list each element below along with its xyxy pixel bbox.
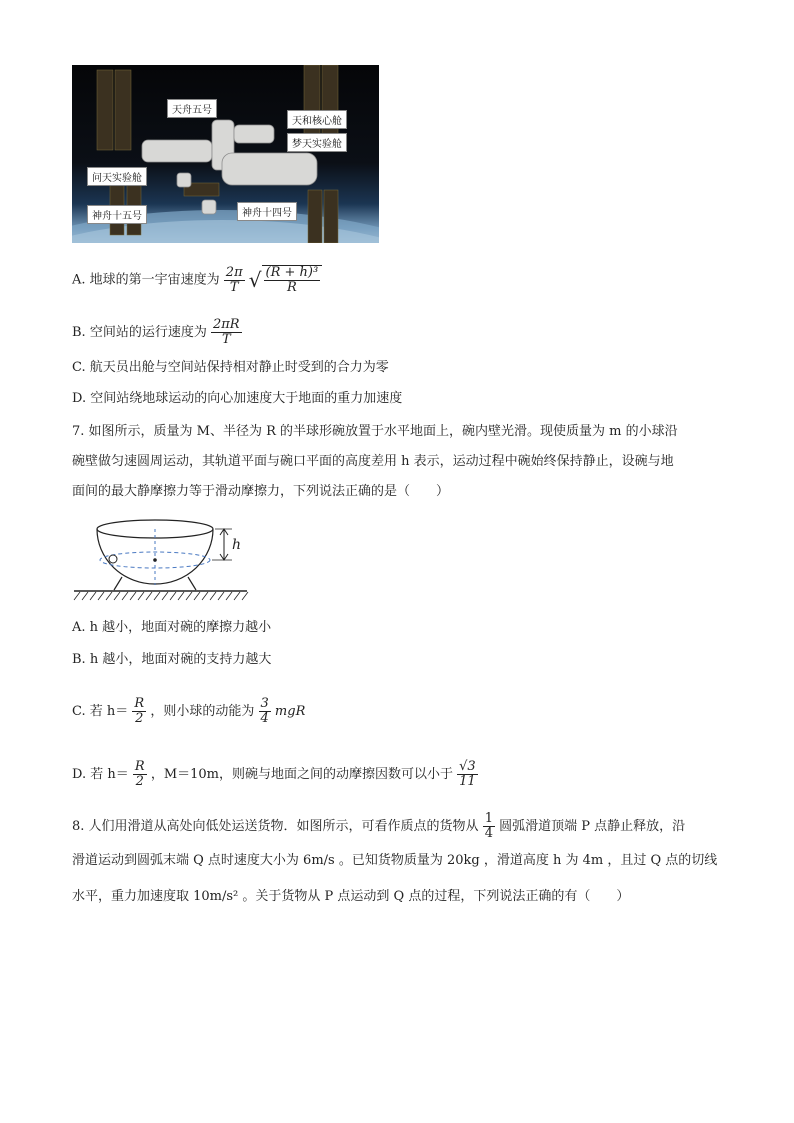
q6-option-c: C. 航天员出舱与空间站保持相对静止时受到的合力为零 (72, 360, 389, 375)
label-shenzhou14: 神舟十四号 (237, 202, 297, 221)
label-tianzhou5: 天舟五号 (167, 99, 217, 118)
q7-stem-line2: 碗壁做匀速圆周运动，其轨道平面与碗口平面的高度差用 h 表示，运动过程中碗始终保持静止，设碗与地 (72, 454, 674, 469)
q7-option-b: B. h 越小，地面对碗的支持力越大 (72, 652, 272, 667)
q7-option-d: D. 若 h＝ $\frac{R}{2}$ ，M＝10m，则碗与地面之间的动摩擦因数可以小于 $\frac{√3}{11}$ (72, 759, 476, 789)
label-mengtian: 梦天实验舱 (287, 133, 347, 152)
label-tianhe: 天和核心舱 (287, 110, 347, 129)
q6-option-d: D. 空间站绕地球运动的向心加速度大于地面的重力加速度 (72, 391, 403, 406)
h-label: h (232, 537, 242, 553)
q7-stem-line1: 7. 如图所示，质量为 M、半径为 R 的半球形碗放置于水平地面上，碗内壁光滑。现使质量为 m 的小球沿 (72, 424, 678, 439)
bowl-diagram (72, 515, 257, 605)
q7-stem-line3: 面间的最大静摩擦力等于滑动摩擦力，下列说法正确的是（ ） (72, 484, 450, 499)
q7-option-c: C. 若 h＝ $\frac{R}{2}$ ，则小球的动能为 $\frac{3}{4}$ mgR (72, 696, 306, 726)
frac-2pi-over-t: $\frac{2\pi}{T}$ (225, 264, 243, 295)
q8-stem-line1: 8. 人们用滑道从高处向低处运送货物．如图所示，可看作质点的货物从 $\frac{1}{4}$ 圆弧滑道顶端 P 点静止释放，沿 (72, 811, 686, 841)
q6-option-a: A. 地球的第一宇宙速度为 $\frac{2\pi}{T}$ √ $\frac{\text{(R + h)³}}{R}$ (72, 265, 322, 295)
q8-stem-line3: 水平，重力加速度取 10m/s² 。关于货物从 P 点运动到 Q 点的过程，下列说法正确的有（ ） (72, 889, 630, 904)
label-shenzhou15: 神舟十五号 (87, 205, 147, 224)
label-wentian: 问天实验舱 (87, 167, 147, 186)
q7-option-a: A. h 越小，地面对碗的摩擦力越小 (72, 620, 272, 635)
q6-option-b: B. 空间站的运行速度为 $\frac{2\pi R}{T}$ (72, 317, 240, 347)
space-station-photo (72, 65, 379, 243)
radical: $\frac{\text{(R + h)³}}{R}$ (262, 265, 323, 295)
bowl-figure (72, 515, 257, 609)
q8-stem-line2: 滑道运动到圆弧末端 Q 点时速度大小为 6m/s 。已知货物质量为 20kg ，滑道高度 h 为 4m ，且过 Q 点的切线 (72, 853, 718, 868)
